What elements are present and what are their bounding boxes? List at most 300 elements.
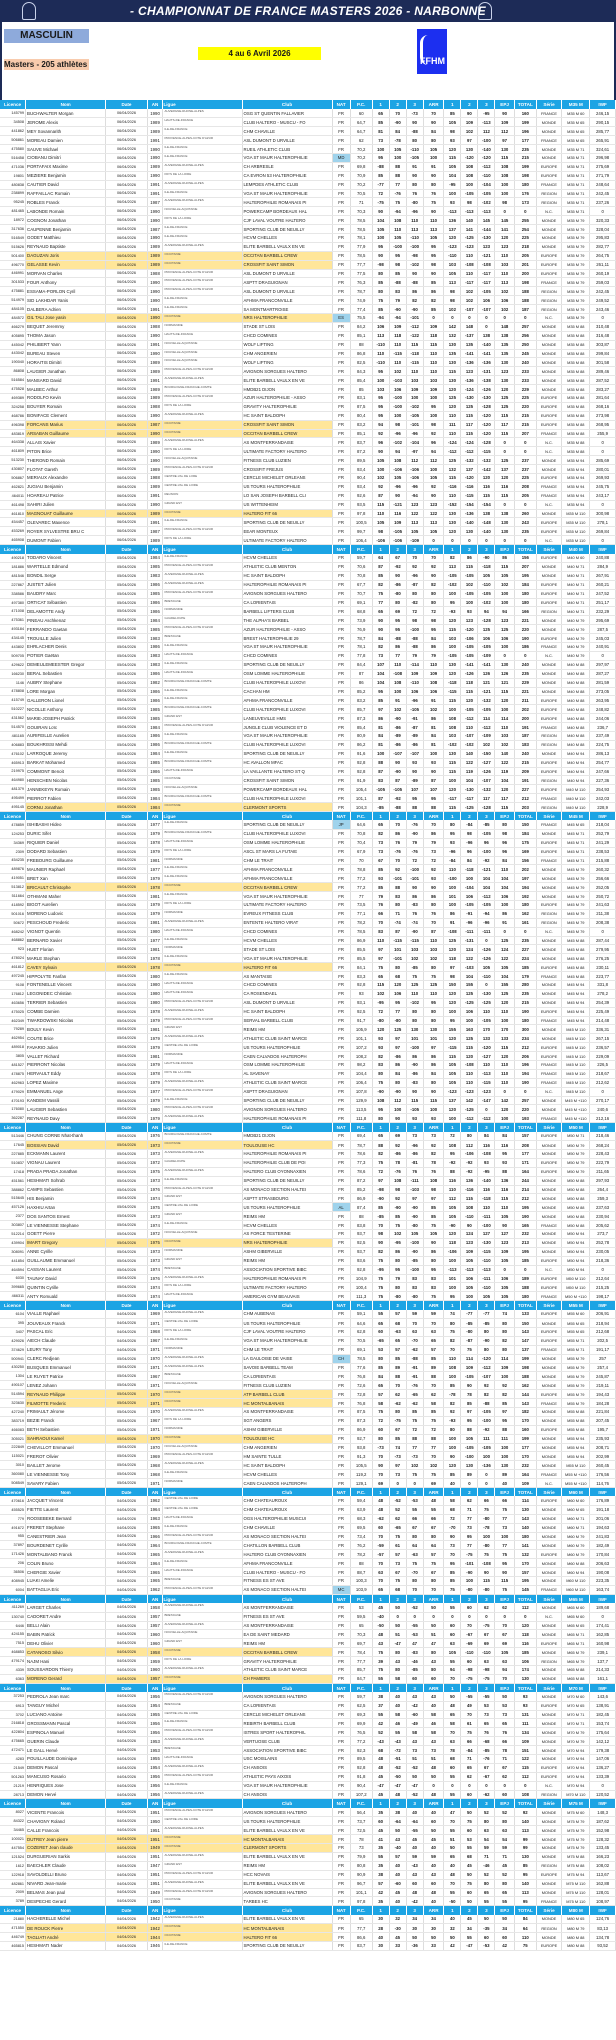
cell-arr: 50 <box>423 1772 444 1781</box>
cell-arr-2: 110 <box>389 340 406 349</box>
cell-an: 1990 <box>147 171 163 180</box>
cell-nat: FR <box>332 554 350 563</box>
cell-iwf: 256,66 <box>590 874 616 883</box>
cell-arr-2: -90 <box>389 767 406 776</box>
cell-licence: 6004 <box>0 1585 26 1594</box>
cell-epj-1: 88 <box>444 1167 461 1176</box>
cell-categorie: M55 M 79 <box>562 1381 590 1390</box>
cell-club: ATHLETIC CLUB SAINT MARCE <box>242 1078 332 1087</box>
cell-pc: 80,4 <box>350 411 372 420</box>
cell-epj-2: -124 <box>461 385 478 394</box>
column-header-arr-1: 1 <box>372 1123 389 1132</box>
cell-licence: 453269 <box>0 527 26 536</box>
cell-arr-3: 59 <box>406 1310 423 1319</box>
cell-epj-1: 82 <box>444 554 461 563</box>
athlete-row <box>0 1443 616 1452</box>
cell-arr-1: 107 <box>372 660 389 669</box>
cell-categorie: M70 M 94 <box>562 1763 590 1772</box>
cell-arr-1: 38 <box>372 1692 389 1701</box>
cell-epj: 105 <box>495 1212 514 1221</box>
cell-arr: 95 <box>423 1265 444 1274</box>
cell-epj-3: 138 <box>478 331 495 340</box>
cell-pc: 106,4 <box>350 536 372 545</box>
cell-nom: ANTY Romuald <box>26 1292 106 1301</box>
cell-pc: 85,1 <box>350 429 372 438</box>
cell-iwf: 201,06 <box>590 1514 616 1523</box>
cell-arr: 60 <box>423 1817 444 1826</box>
athlete-row <box>0 918 616 927</box>
cell-club: CHM ANGERIEN <box>242 1443 332 1452</box>
cell-total: 193 <box>514 1114 536 1123</box>
cell-epj-1: 100 <box>444 776 461 785</box>
cell-epj: 91 <box>495 918 514 927</box>
cell-arr-1: 115 <box>372 500 389 509</box>
cell-epj-2: 60 <box>461 1657 478 1666</box>
cell-arr: 110 <box>423 349 444 358</box>
column-header-arr-3: 3 <box>406 1594 423 1603</box>
cell-nat: FR <box>332 1879 350 1888</box>
cell-arr-1: 100 <box>372 465 389 474</box>
cell-licence: 305021 <box>0 1434 26 1443</box>
cell-arr: 86 <box>423 1052 444 1061</box>
cell-epj-3: -107 <box>478 305 495 314</box>
cell-epj-2: 136 <box>461 1176 478 1185</box>
cell-epj: 137 <box>495 465 514 474</box>
cell-an: 1989 <box>147 385 163 394</box>
cell-epj-2: 75 <box>461 1879 478 1888</box>
cell-nat: FR <box>332 829 350 838</box>
cell-pc: 92,3 <box>350 1746 372 1755</box>
cell-ligue: OCCITANIE <box>163 1835 242 1844</box>
cell-total: 156 <box>514 554 536 563</box>
cell-total: 220 <box>514 1105 536 1114</box>
cell-ligue: GRAND EST <box>163 1212 242 1221</box>
ffhm-logo-icon <box>478 2 492 20</box>
cell-club: US TOURS HALTEROPHILIE <box>242 1043 332 1052</box>
cell-epj: 97 <box>495 1407 514 1416</box>
cell-pc: 86 <box>350 678 372 687</box>
cell-serie: MONDE <box>536 1034 562 1043</box>
cell-licence: 216818 <box>0 1719 26 1728</box>
cell-nat: FR <box>332 411 350 420</box>
cell-epj-2: 86 <box>461 554 478 563</box>
cell-an: 1955 <box>147 1710 163 1719</box>
column-header-epj-1: 1 <box>444 545 461 554</box>
cell-date: 05/04/2026 <box>106 1158 147 1167</box>
cell-epj-2: 100 <box>461 1577 478 1586</box>
cell-epj-1: 60 <box>444 1763 461 1772</box>
cell-nom: THEROND Romain <box>26 456 106 465</box>
cell-serie: MONDE <box>536 358 562 367</box>
cell-epj-2: 112 <box>461 1141 478 1150</box>
cell-serie: EUROPE <box>536 1870 562 1879</box>
cell-epj-2: -131 <box>461 936 478 945</box>
cell-arr: 95 <box>423 998 444 1007</box>
cell-epj-2: 100 <box>461 1292 478 1301</box>
cell-nat: FR <box>332 749 350 758</box>
athlete-row <box>0 1265 616 1274</box>
cell-an: 1957 <box>147 1621 163 1630</box>
cell-club: HC SAINT BALDOPH <box>242 411 332 420</box>
cell-arr-3: 90 <box>406 269 423 278</box>
column-header-pc: P.C. <box>350 1487 372 1496</box>
cell-categorie: M45 M 88 <box>562 963 590 972</box>
cell-an: 1984 <box>147 616 163 625</box>
cell-serie: EUROPE <box>536 838 562 847</box>
cell-categorie: M40 M 60 <box>562 554 590 563</box>
cell-iwf: 179,38 <box>590 1746 616 1755</box>
cell-total: 180 <box>514 900 536 909</box>
cell-pc: 87,2 <box>350 447 372 456</box>
cell-licence: 515645 <box>0 1194 26 1203</box>
cell-epj-2: -105 <box>461 1372 478 1381</box>
cell-nom: LE VIENNESSE Tony <box>26 1470 106 1479</box>
cell-arr: 106 <box>423 687 444 696</box>
cell-arr-3: 125 <box>406 981 423 990</box>
cell-arr-3: -90 <box>406 1247 423 1256</box>
cell-epj-1: 137 <box>444 1096 461 1105</box>
cell-categorie: M35 M 88 <box>562 340 590 349</box>
cell-epj-1: 142 <box>444 322 461 331</box>
cell-epj-1: -124 <box>444 438 461 447</box>
cell-epj-3: -78 <box>478 1523 495 1532</box>
cell-epj-3: 59 <box>478 1844 495 1853</box>
cell-date: 05/04/2026 <box>106 571 147 580</box>
cell-epj-2: -125 <box>461 998 478 1007</box>
cell-nom: VIALLE Raphael <box>26 1310 106 1319</box>
cell-epj-3: -105 <box>478 287 495 296</box>
cell-arr: 80 <box>423 1007 444 1016</box>
cell-licence: 445042 <box>0 340 26 349</box>
cell-nom: DELAMOTTE Andy <box>26 607 106 616</box>
cell-total: 202 <box>514 865 536 874</box>
cell-club: TOULOUSE HC <box>242 1434 332 1443</box>
cell-an: 1990 <box>147 145 163 154</box>
cell-nat: FR <box>332 1363 350 1372</box>
cell-arr-1: 45 <box>372 1603 389 1612</box>
cell-epj-3: -125 <box>478 998 495 1007</box>
cell-arr-2: 80 <box>389 1256 406 1265</box>
cell-epj-1: 120 <box>444 402 461 411</box>
column-header-nom: Nom <box>26 1487 106 1496</box>
cell-epj-3: -110 <box>478 1648 495 1657</box>
cell-epj: 70 <box>495 1621 514 1630</box>
cell-club: REIMS HM <box>242 1256 332 1265</box>
cell-arr-1: 70 <box>372 1559 389 1568</box>
cell-nat: FR <box>332 136 350 145</box>
athlete-row <box>0 287 616 296</box>
cell-total: 169 <box>514 847 536 856</box>
cell-iwf: 214,33 <box>590 1666 616 1675</box>
cell-ligue: PROVENCE-ALPES-COTE D'AZUR <box>163 527 242 536</box>
cell-arr: 82 <box>423 580 444 589</box>
cell-nom: JANNEKEYN Romain <box>26 785 106 794</box>
cell-epj-1: 113 <box>444 278 461 287</box>
cell-epj: 0 <box>495 207 514 216</box>
cell-ligue: OCCITANIE <box>163 429 242 438</box>
cell-club: SA MONTMARTROISE <box>242 305 332 314</box>
cell-nat: FR <box>332 385 350 394</box>
cell-serie: MONDE <box>536 322 562 331</box>
cell-an: 1990 <box>147 109 163 118</box>
cell-arr-1: 100 <box>372 233 389 242</box>
athlete-row <box>0 251 616 260</box>
cell-nat: FR <box>332 1817 350 1826</box>
column-header-arr: ARR <box>423 545 444 554</box>
athlete-row <box>0 1585 616 1594</box>
column-header-serie: Série <box>536 1799 562 1808</box>
cell-epj-3: 105 <box>478 963 495 972</box>
cell-iwf: 153,74 <box>590 1719 616 1728</box>
cell-nom: BOSSIAN David <box>26 1141 106 1150</box>
cell-date: 04/04/2026 <box>106 1550 147 1559</box>
athlete-row <box>0 1336 616 1345</box>
cell-club: ATHLETIC CLUB SAINT MARCE <box>242 1666 332 1675</box>
athlete-row <box>0 1114 616 1123</box>
cell-date: 05/04/2026 <box>106 634 147 643</box>
cell-iwf: 278,1 <box>590 518 616 527</box>
cell-arr-3: -83 <box>406 900 423 909</box>
cell-nom: LAUGIER Jonathan <box>26 367 106 376</box>
cell-date: 04/04/2026 <box>106 1808 147 1817</box>
cell-iwf: 316,48 <box>590 331 616 340</box>
cell-date: 04/04/2026 <box>106 1585 147 1594</box>
cell-nom: JACQUET Vincent <box>26 1496 106 1505</box>
cell-arr: 92 <box>423 429 444 438</box>
cell-epj-2: -55 <box>461 1692 478 1701</box>
cell-total: 145 <box>514 1585 536 1594</box>
cell-serie: MONDE <box>536 153 562 162</box>
cell-date: 06/04/2026 <box>106 385 147 394</box>
cell-arr: 70 <box>423 109 444 118</box>
column-header-club: Club <box>242 1301 332 1310</box>
cell-serie: EUROPE <box>536 1701 562 1710</box>
cell-categorie: M45 M 88 <box>562 936 590 945</box>
cell-an: 1979 <box>147 874 163 883</box>
cell-epj-1: 100 <box>444 189 461 198</box>
cell-epj-1: 105 <box>444 1061 461 1070</box>
cell-epj-3: -142 <box>478 465 495 474</box>
cell-iwf: 254,39 <box>590 998 616 1007</box>
cell-epj: 123 <box>495 1238 514 1247</box>
cell-club: HCVM CHELLES <box>242 1470 332 1479</box>
cell-arr-3: 92 <box>406 563 423 572</box>
cell-nom: BAUDRY Marc <box>26 589 106 598</box>
cell-arr-2: 78 <box>389 1158 406 1167</box>
cell-date: 04/04/2026 <box>106 1345 147 1354</box>
cell-nat: FR <box>332 1185 350 1194</box>
cell-arr-2: -80 <box>389 589 406 598</box>
cell-arr: 48 <box>423 1888 444 1897</box>
cell-pc: 98,2 <box>350 1061 372 1070</box>
cell-nom: BETH Sebastien <box>26 1425 106 1434</box>
cell-epj-1: 105 <box>444 162 461 171</box>
cell-pc: 86,9 <box>350 1425 372 1434</box>
cell-nat: FR <box>332 189 350 198</box>
cell-iwf: 114,76 <box>590 1479 616 1488</box>
cell-categorie: M35 M 79 <box>562 225 590 234</box>
cell-epj-2: 141 <box>461 225 478 234</box>
cell-nom: ORTICAT Sébastien <box>26 598 106 607</box>
cell-date: 06/04/2026 <box>106 171 147 180</box>
cell-epj-2: 75 <box>461 1817 478 1826</box>
cell-an: 1954 <box>147 1763 163 1772</box>
cell-club: ASSOCIATION SPORTIVE BIBC <box>242 1265 332 1274</box>
column-header-date: Date <box>106 1123 147 1132</box>
cell-nat: FR <box>332 1479 350 1488</box>
cell-nat: FR <box>332 927 350 936</box>
cell-date: 05/04/2026 <box>106 678 147 687</box>
column-header-epj: EPJ <box>495 545 514 554</box>
cell-iwf: 246,15 <box>590 109 616 118</box>
cell-epj: 133 <box>495 1034 514 1043</box>
cell-arr-1: -98 <box>372 260 389 269</box>
cell-club: LA VAILLANTE HALTERO ST Q <box>242 767 332 776</box>
cell-arr-1: 30 <box>372 1915 389 1924</box>
cell-licence: 451561 <box>0 1176 26 1185</box>
cell-nom: NIVARD Jean-marie <box>26 1879 106 1888</box>
cell-arr-1: 90 <box>372 447 389 456</box>
cell-arr: 105 <box>423 1230 444 1239</box>
cell-date: 05/04/2026 <box>106 794 147 803</box>
cell-an: 1990 <box>147 349 163 358</box>
cell-club: SGT ANGERS <box>242 1416 332 1425</box>
cell-arr-3: 83 <box>406 1283 423 1292</box>
column-header-date: Date <box>106 1906 147 1915</box>
cell-licence: 506861 <box>0 136 26 145</box>
cell-epj-2: 115 <box>461 1043 478 1052</box>
athlete-row <box>0 127 616 136</box>
cell-epj-2: -96 <box>461 838 478 847</box>
cell-epj-1: 115 <box>444 803 461 812</box>
cell-arr-3: -52 <box>406 1790 423 1799</box>
cell-pc: 60 <box>350 109 372 118</box>
cell-epj: 103 <box>495 260 514 269</box>
cell-epj: 100 <box>495 180 514 189</box>
cell-serie: REGION <box>536 909 562 918</box>
cell-date: 04/04/2026 <box>106 1710 147 1719</box>
cell-epj: 66 <box>495 1737 514 1746</box>
cell-nat: FR <box>332 1336 350 1345</box>
cell-nom: CATANOSO Silvio <box>26 1648 106 1657</box>
cell-an: 1984 <box>147 803 163 812</box>
cell-ligue: HAUTS-DE-FRANCE <box>163 1292 242 1301</box>
cell-epj-2: 122 <box>461 758 478 767</box>
cell-epj-1: -105 <box>444 651 461 660</box>
cell-categorie: M65 M 71 <box>562 1630 590 1639</box>
cell-arr-1: 70 <box>372 1532 389 1541</box>
athlete-row <box>0 1203 616 1212</box>
cell-arr-1: 60 <box>372 1425 389 1434</box>
cell-date: 04/04/2026 <box>106 1746 147 1755</box>
cell-pc: 67,7 <box>350 580 372 589</box>
column-header-epj-2: 2 <box>461 1906 478 1915</box>
cell-licence: 434145 <box>0 634 26 643</box>
cell-licence: 484105 <box>0 305 26 314</box>
cell-pc: 85,7 <box>350 705 372 714</box>
cell-nom: EHRLACHER Denis <box>26 643 106 652</box>
cell-club: HALTEROPHILIE ROMANAIS PI <box>242 1114 332 1123</box>
cell-epj-1: 108 <box>444 714 461 723</box>
section-header-row <box>0 1487 616 1496</box>
cell-arr-1: 42 <box>372 1888 389 1897</box>
cell-epj: 54 <box>495 1835 514 1844</box>
cell-epj-2: 62 <box>461 1496 478 1505</box>
cell-an: 1950 <box>147 1817 163 1826</box>
section-header-row <box>0 100 616 109</box>
athlete-row <box>0 731 616 740</box>
cell-arr-2: 70 <box>389 109 406 118</box>
column-header-epj-1: 1 <box>444 811 461 820</box>
cell-serie: EUROPE <box>536 963 562 972</box>
cell-an: 1977 <box>147 936 163 945</box>
cell-epj-3: -110 <box>478 580 495 589</box>
cell-epj: 110 <box>495 723 514 732</box>
cell-categorie: M35 M 79 <box>562 313 590 322</box>
cell-iwf: 273,98 <box>590 411 616 420</box>
column-header-arr-1: 1 <box>372 1683 389 1692</box>
cell-total: 200 <box>514 269 536 278</box>
cell-arr-3: 100 <box>406 394 423 403</box>
cell-arr-3: -109 <box>406 536 423 545</box>
cell-epj-2: 106 <box>461 1007 478 1016</box>
athlete-row <box>0 678 616 687</box>
cell-arr-1: 98 <box>372 527 389 536</box>
cell-date: 04/04/2026 <box>106 1666 147 1675</box>
cell-categorie: M60 M 94 <box>562 1568 590 1577</box>
column-header-pc: P.C. <box>350 1799 372 1808</box>
cell-pc: 77 <box>350 892 372 901</box>
athlete-row <box>0 367 616 376</box>
cell-iwf: 320,33 <box>590 216 616 225</box>
cell-date: 05/04/2026 <box>106 1479 147 1488</box>
cell-arr-1: 84 <box>372 634 389 643</box>
cell-nom: FORCANS Marius <box>26 420 106 429</box>
cell-nat: FR <box>332 1621 350 1630</box>
cell-nom: BOUKHRISSI Mehdi <box>26 740 106 749</box>
cell-an: 1960 <box>147 1639 163 1648</box>
cell-arr-2: 102 <box>389 367 406 376</box>
column-header-total: TOTAL <box>514 1906 536 1915</box>
column-header-iwf: IWF <box>590 811 616 820</box>
athlete-row <box>0 1310 616 1319</box>
cell-categorie: M35 M 71 <box>562 153 590 162</box>
cell-serie: EUROPE <box>536 1274 562 1283</box>
cell-arr: 57 <box>423 1550 444 1559</box>
cell-an: 1965 <box>147 1523 163 1532</box>
cell-pc: 59,4 <box>350 1496 372 1505</box>
cell-epj: 0 <box>495 536 514 545</box>
cell-epj-1: 150 <box>444 981 461 990</box>
cell-nom: HOAREAU Patrice <box>26 491 106 500</box>
cell-licence: 465908 <box>0 536 26 545</box>
cell-arr-2: -80 <box>389 1016 406 1025</box>
cell-date: 05/04/2026 <box>106 616 147 625</box>
cell-pc: 92,8 <box>350 767 372 776</box>
cell-epj-2: -106 <box>461 634 478 643</box>
cell-serie: MONDE <box>536 1025 562 1034</box>
cell-date: 05/04/2026 <box>106 1354 147 1363</box>
cell-iwf: 230,11 <box>590 963 616 972</box>
cell-an: 1989 <box>147 509 163 518</box>
cell-club: POWERCAMP BORDEAUX HAL <box>242 785 332 794</box>
cell-serie: FRANCE <box>536 1221 562 1230</box>
cell-epj-3: 106 <box>478 296 495 305</box>
cell-epj-2: 110 <box>461 269 478 278</box>
cell-epj: 52 <box>495 1870 514 1879</box>
cell-an: 1983 <box>147 634 163 643</box>
cell-date: 05/04/2026 <box>106 1025 147 1034</box>
